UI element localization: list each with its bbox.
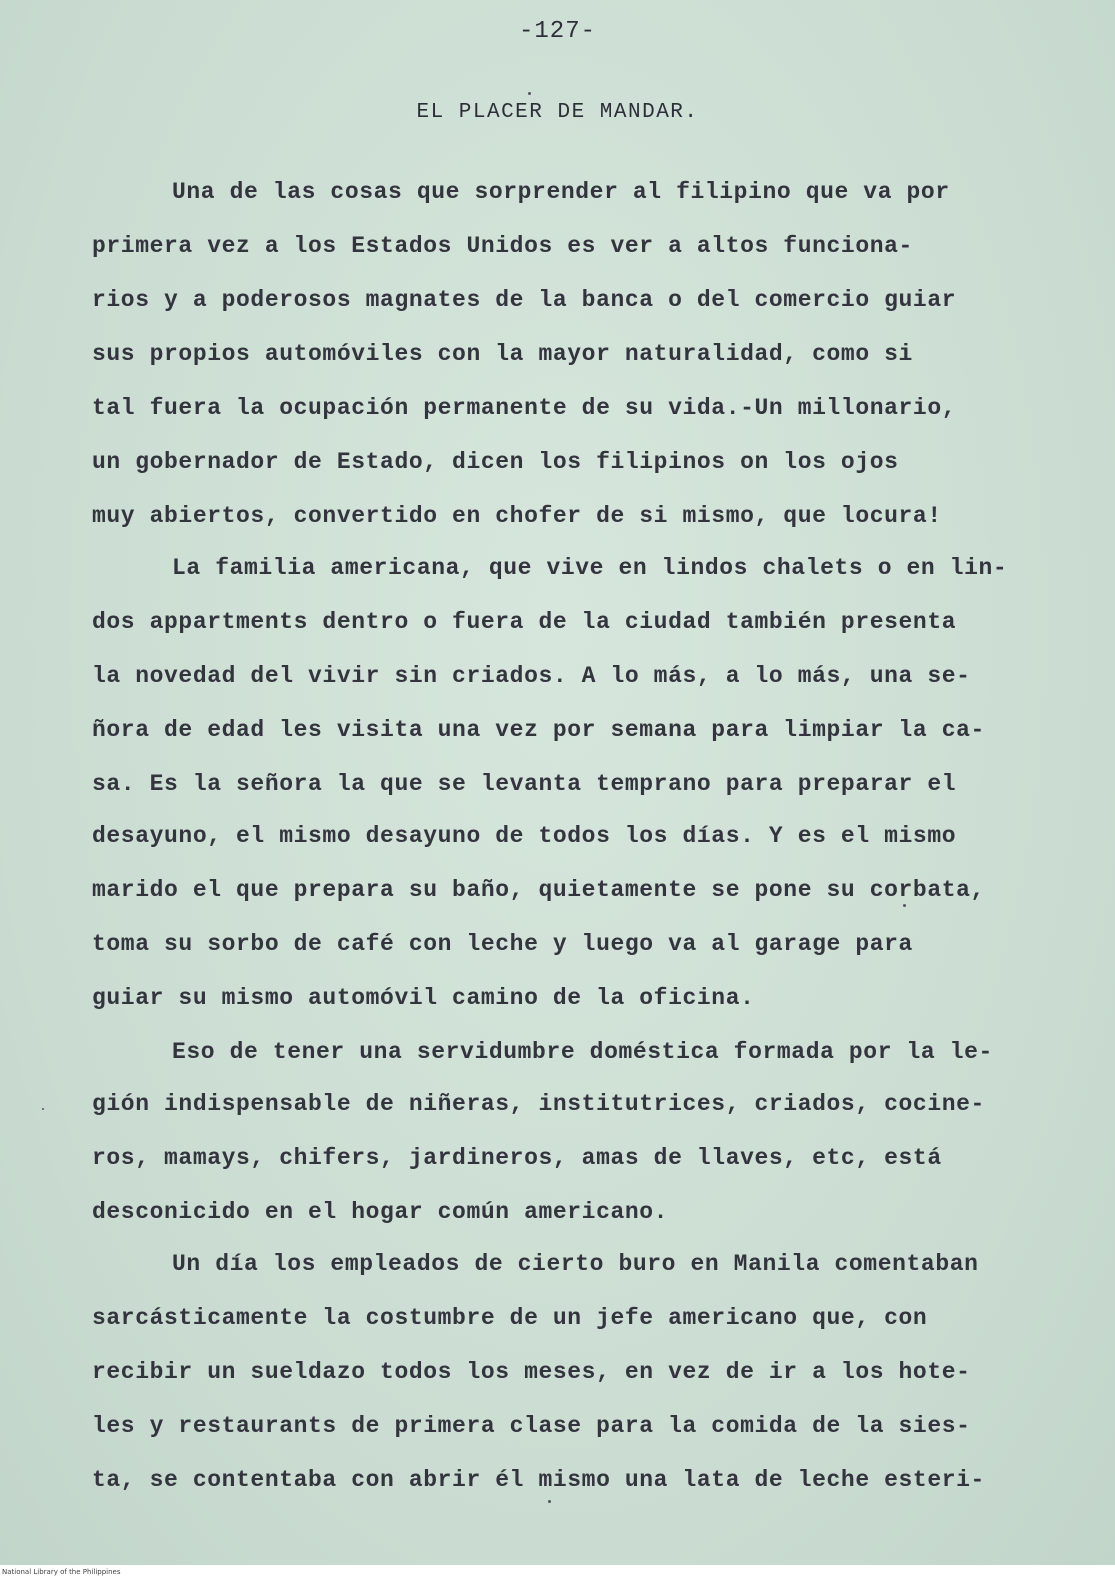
text-line: primera vez a los Estados Unidos es ver a altos funciona- <box>92 233 913 259</box>
text-line: tal fuera la ocupación permanente de su vida.-Un millonario, <box>92 395 957 421</box>
text-line: les y restaurants de primera clase para la comida de la sies- <box>92 1413 971 1439</box>
text-line: sa. Es la señora la que se levanta temprano para preparar el <box>92 771 957 797</box>
paper-speck <box>548 1500 551 1503</box>
text-line: Eso de tener una servidumbre doméstica formada por la le- <box>172 1039 993 1065</box>
text-line: guiar su mismo automóvil camino de la oficina. <box>92 985 755 1011</box>
text-line: toma su sorbo de café con leche y luego va al garage para <box>92 931 913 957</box>
paper-speck <box>528 92 531 95</box>
text-line: un gobernador de Estado, dicen los filipinos on los ojos <box>92 449 899 475</box>
text-line: marido el que prepara su baño, quietamente se pone su corbata, <box>92 877 985 903</box>
text-line: muy abiertos, convertido en chofer de si mismo, que locura! <box>92 503 942 529</box>
page-title: EL PLACER DE MANDAR. <box>416 101 699 124</box>
text-line: recibir un sueldazo todos los meses, en vez de ir a los hote- <box>92 1359 971 1385</box>
text-line: dos appartments dentro o fuera de la ciudad también presenta <box>92 609 957 635</box>
text-line: la novedad del vivir sin criados. A lo más, a lo más, una se- <box>92 663 971 689</box>
text-line: Una de las cosas que sorprender al filipino que va por <box>172 179 950 205</box>
text-line: La familia americana, que vive en lindos chalets o en lin- <box>172 555 1008 581</box>
paper-speck <box>42 1108 44 1110</box>
text-line: Un día los empleados de cierto buro en Manila comentaban <box>172 1251 979 1277</box>
text-line: sus propios automóviles con la mayor naturalidad, como si <box>92 341 913 367</box>
text-line: desayuno, el mismo desayuno de todos los días. Y es el mismo <box>92 823 957 849</box>
page-number: -127- <box>518 18 596 45</box>
text-line: desconicido en el hogar común americano. <box>92 1199 669 1225</box>
text-line: ta, se contentaba con abrir él mismo una lata de leche esteri- <box>92 1467 985 1493</box>
text-line: ros, mamays, chifers, jardineros, amas de llaves, etc, está <box>92 1145 942 1171</box>
text-line: rios y a poderosos magnates de la banca o del comercio guiar <box>92 287 957 313</box>
text-line: gión indispensable de niñeras, institutrices, criados, cocine- <box>92 1091 985 1117</box>
paper-speck <box>903 904 906 907</box>
text-line: ñora de edad les visita una vez por semana para limpiar la ca- <box>92 717 985 743</box>
text-line: sarcásticamente la costumbre de un jefe americano que, con <box>92 1305 928 1331</box>
archive-credit: National Library of the Philippines <box>2 1568 121 1576</box>
